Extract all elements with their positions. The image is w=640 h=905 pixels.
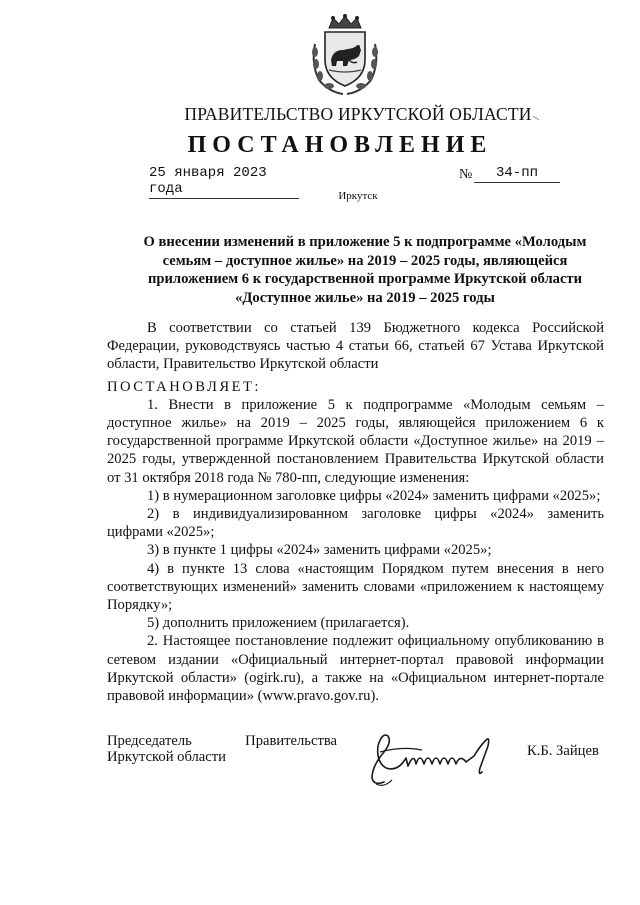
handwritten-signature <box>362 722 512 792</box>
subitem-3: 3) в пункте 1 цифры «2024» заменить цифрами «2025»; <box>147 542 492 559</box>
subitem-2: 2) в индивидуализированном заголовке цифры «2024» заменить цифрами «2025»; <box>107 506 604 541</box>
subitem-5: 5) дополнить приложением (прилагается). <box>147 615 410 632</box>
preamble-paragraph: В соответствии со статьей 139 Бюджетного кодекса Российской Федерации, руководствуясь частью 4 статьи 66, статьей 67 Устава Иркутской области, Правительство Иркутской области <box>107 320 604 373</box>
signer-title <box>107 733 337 765</box>
document-heading: О внесении изменений в приложение 5 к подпрограмме «Молодым семьям – доступное жилье» на 2019 – 2025 годы, являющейся приложением 6 к государственной программе Иркутской области «Доступное жилье» на 2019 – 2025 годы <box>143 234 587 307</box>
subitem-1: 1) в нумерационном заголовке цифры «2024» заменить цифрами «2025»; <box>147 487 601 504</box>
document-number: 34-пп <box>474 165 560 183</box>
paragraph-item-2: 2. Настоящее постановление подлежит официальному опубликованию в сетевом издании «Официальный интернет-портал правовой информации Иркутской области» (ogirk.ru), а также на «Официальном интернет-портале правовой информации» (www.pravo.gov.ru). <box>107 633 604 705</box>
document-number-label: № <box>459 167 473 182</box>
coat-of-arms-icon <box>309 14 381 96</box>
paragraph-item-1: 1. Внести в приложение 5 к подпрограмме «Молодым семьям – доступное жилье» на 2019 – 2025 годы, являющейся приложением 6 к государственной программе Иркутской области «Доступное жилье» на 2019 – 2025 годы, утвержденной постановлением Правительства Иркутской области от 31 октября 2018 года № 780-пп, следующие изменения: <box>107 396 604 486</box>
subitem-4: 4) в пункте 13 слова «настоящим Порядком путем внесения в него соответствующих изменений» заменить словами «приложением к настоящему Порядку»; <box>107 560 604 614</box>
document-type-title: ПОСТАНОВЛЕНИЕ <box>187 132 493 158</box>
government-name: ПРАВИТЕЛЬСТВО ИРКУТСКОЙ ОБЛАСТИ <box>184 104 532 124</box>
signer-title-part1: Председатель <box>107 733 192 749</box>
document-date: 25 января 2023 года <box>149 165 299 199</box>
signer-title-line2: Иркутской области <box>107 749 226 765</box>
document-city: Иркутск <box>338 190 378 202</box>
decree-word: ПОСТАНОВЛЯЕТ: <box>107 378 261 395</box>
scan-mark <box>533 116 539 120</box>
signer-title-part2: Правительства <box>245 733 337 749</box>
signer-name: К.Б. Зайцев <box>527 743 599 759</box>
document-body <box>107 319 604 705</box>
